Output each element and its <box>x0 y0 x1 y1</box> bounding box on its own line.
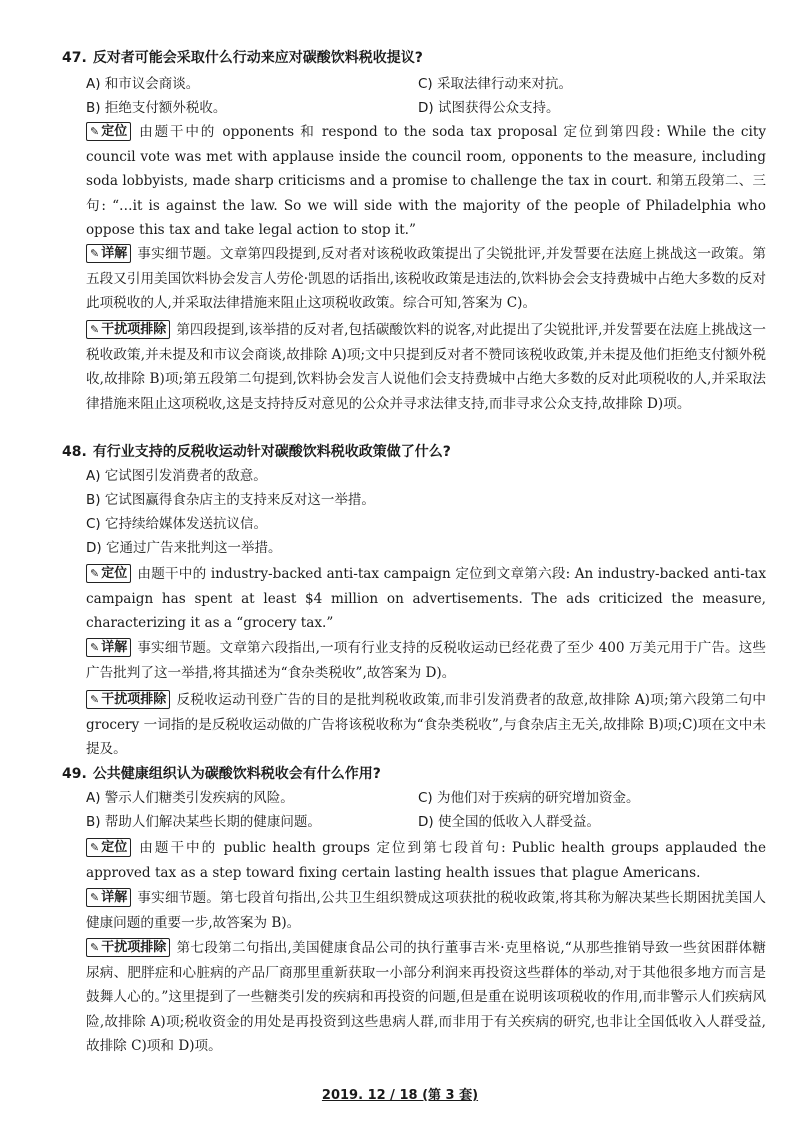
explanation-tag: ✎ 详解 <box>86 888 131 907</box>
distractor-tag: ✎ 干扰项排除 <box>86 320 170 339</box>
question-stem: 反对者可能会采取什么行动来应对碳酸饮料税收提议? <box>92 50 423 66</box>
pencil-icon: ✎ <box>90 567 100 580</box>
locate-tag: ✎ 定位 <box>86 122 131 141</box>
distractor-text: 反税收运动刊登广告的目的是批判税收政策,而非引发消费者的敌意,故排除 A)项;第六段第二句中 grocery 一词指的是反税收运动做的广告将该税收称为“食杂类税收”,与食杂店主无关,故排除 B)项;C)项在文中未提及。 <box>86 692 766 758</box>
explanation-section <box>86 636 766 685</box>
page-footer: 2019. 12 / 18 (第 3 套) <box>321 1088 479 1103</box>
distractor-tag: ✎ 干扰项排除 <box>86 938 170 957</box>
question-47 <box>62 46 772 70</box>
pencil-icon: ✎ <box>90 941 100 954</box>
locate-tag: ✎ 定位 <box>86 564 131 583</box>
explanation-text: 事实细节题。文章第六段指出,一项有行业支持的反税收运动已经花费了至少 400 万美元用于广告。这些广告批判了这一举措,将其描述为“食杂类税收”,故答案为 D)。 <box>86 640 766 681</box>
pencil-icon: ✎ <box>90 125 100 138</box>
pencil-icon: ✎ <box>90 891 100 904</box>
explanation-tag: ✎ 详解 <box>86 638 131 657</box>
distractor-section <box>86 688 766 762</box>
option-d: D) 试图获得公众支持。 <box>418 100 560 116</box>
distractor-text: 第四段提到,该举措的反对者,包括碳酸饮料的说客,对此提出了尖锐批评,并发誓要在法庭上挑战这一税收政策,并未提及和市议会商谈,故排除 A)项;文中只提到反对者不赞同该税收政策,并未提及他们拒绝支付额外税收,故排除 B)项;第五段第二句提到,饮料协会发言人说他们会支持费城中占绝大多数的反对此项税收的人,并采取法律措施来阻止这项税收,这是支持持反对意见的公众并寻求法律支持,而非寻求公众支持,故排除 D)项。 <box>86 322 766 412</box>
explanation-section <box>86 886 766 935</box>
option-d: D) 它通过广告来批判这一举措。 <box>86 540 282 556</box>
pencil-icon: ✎ <box>90 693 100 706</box>
question-49 <box>62 762 772 786</box>
option-a: A) 和市议会商谈。 <box>86 76 200 92</box>
pencil-icon: ✎ <box>90 641 100 654</box>
locate-text: 由题干中的 industry-backed anti-tax campaign 定位到文章第六段: An industry-backed anti-tax campaign has spent at least $4 million on advertisements. The ads criticized the measure, characterizing it as a “grocery tax.” <box>86 566 766 632</box>
locate-tag: ✎ 定位 <box>86 838 131 857</box>
distractor-tag: ✎ 干扰项排除 <box>86 690 170 709</box>
question-number: 48. <box>62 444 87 460</box>
question-number: 47. <box>62 50 87 66</box>
explanation-section <box>86 242 766 316</box>
option-d: D) 使全国的低收入人群受益。 <box>418 814 600 830</box>
option-b: B) 帮助人们解决某些长期的健康问题。 <box>86 814 321 830</box>
question-stem: 有行业支持的反税收运动针对碳酸饮料税收政策做了什么? <box>92 444 451 460</box>
option-c: C) 它持续给媒体发送抗议信。 <box>86 516 267 532</box>
locate-text: 由题干中的 opponents 和 respond to the soda tax proposal 定位到第四段: While the city council vote was met with applause inside the council room, opponents to the measure, including soda lobbyists, made sharp criticisms and a promise to challenge the tax in court. 和第五段第二、三句: “…it is against the law. So we will side with the majority of the people of Philadelphia who oppose this tax and take legal action to stop it.” <box>86 124 766 239</box>
distractor-section <box>86 318 766 416</box>
option-a: A) 警示人们糖类引发疾病的风险。 <box>86 790 294 806</box>
question-number: 49. <box>62 766 87 782</box>
option-b: B) 拒绝支付额外税收。 <box>86 100 227 116</box>
explanation-text: 事实细节题。文章第四段提到,反对者对该税收政策提出了尖锐批评,并发誓要在法庭上挑战这一政策。第五段又引用美国饮料协会发言人劳伦·凯恩的话指出,该税收政策是违法的,饮料协会会支持费城中占绝大多数的反对此项税收的人,并采取法律措施来阻止这项税收政策。综合可知,答案为 C)。 <box>86 246 766 312</box>
question-stem: 公共健康组织认为碳酸饮料税收会有什么作用? <box>92 766 381 782</box>
option-a: A) 它试图引发消费者的敌意。 <box>86 468 267 484</box>
locate-section <box>86 562 766 636</box>
pencil-icon: ✎ <box>90 323 100 336</box>
explanation-tag: ✎ 详解 <box>86 244 131 263</box>
distractor-text: 第七段第二句指出,美国健康食品公司的执行董事吉米·克里格说,“从那些推销导致一些贫困群体糖尿病、肥胖症和心脏病的产品厂商那里重新获取一小部分利润来再投资这些群体的举动,对于其他很多地方而言是鼓舞人心的。”这里提到了一些糖类引发的疾病和再投资的问题,但是重在说明该项税收的作用,而非警示人们疾病风险,故排除 A)项;税收资金的用处是再投资到这些患病人群,而非用于有关疾病的研究,也非让全国低收入人群受益,故排除 C)项和 D)项。 <box>86 940 766 1055</box>
option-c: C) 采取法律行动来对抗。 <box>418 76 572 92</box>
distractor-section <box>86 936 766 1059</box>
locate-section <box>86 120 766 243</box>
pencil-icon: ✎ <box>90 247 100 260</box>
option-b: B) 它试图赢得食杂店主的支持来反对这一举措。 <box>86 492 375 508</box>
locate-text: 由题干中的 public health groups 定位到第七段首句: Public health groups applauded the approved tax as a step toward fixing certain lasting health issues that plague Americans. <box>86 840 766 881</box>
locate-section <box>86 836 766 885</box>
pencil-icon: ✎ <box>90 841 100 854</box>
question-48 <box>62 440 772 464</box>
option-c: C) 为他们对于疾病的研究增加资金。 <box>418 790 640 806</box>
explanation-text: 事实细节题。第七段首句指出,公共卫生组织赞成这项获批的税收政策,将其称为解决某些长期困扰美国人健康问题的重要一步,故答案为 B)。 <box>86 890 766 931</box>
